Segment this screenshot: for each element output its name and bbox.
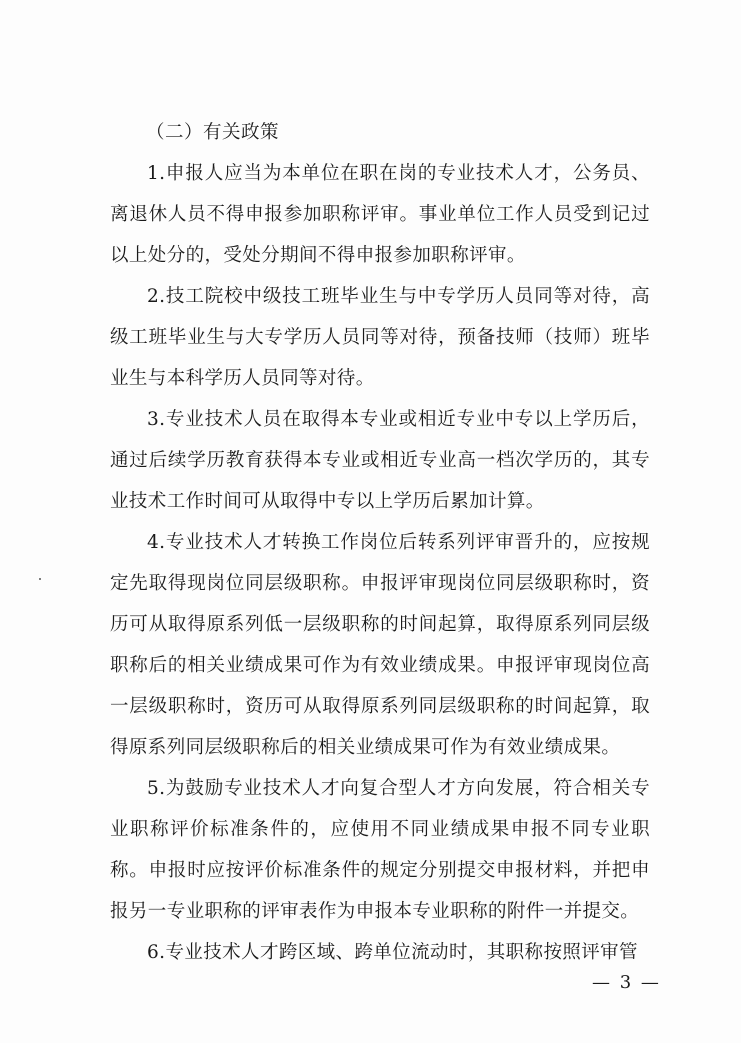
paragraph-4: 4.专业技术人才转换工作岗位后转系列评审晋升的，应按规定先取得现岗位同层级职称。申报评审现岗位同层级职称时，资历可从取得原系列低一层级职称的时间起算，取得原系列同层级职称后的相关业绩成果可作为有效业绩成果。申报评审现岗位高一层级职称时，资历可从取得原系列同层级职称的时间起算，取得原系列同层级职称后的相关业绩成果可作为有效业绩成果。 <box>110 532 650 758</box>
document-body <box>110 112 650 973</box>
page-number: — 3 — <box>592 972 661 993</box>
paragraph-6: 6.专业技术人才跨区域、跨单位流动时，其职称按照评审管 <box>147 942 638 963</box>
section-heading: （二）有关政策 <box>146 122 280 143</box>
paragraph-5: 5.为鼓励专业技术人才向复合型人才方向发展，符合相关专业职称评价标准条件的，应使用不同业绩成果申报不同专业职称。申报时应按评价标准条件的规定分别提交申报材料，并把申报另一专业职称的评审表作为申报本专业职称的附件一并提交。 <box>110 778 650 922</box>
scan-speck <box>39 578 41 580</box>
paragraph-1: 1.申报人应当为本单位在职在岗的专业技术人才，公务员、离退休人员不得申报参加职称评审。事业单位工作人员受到记过以上处分的，受处分期间不得申报参加职称评审。 <box>110 163 650 266</box>
paragraph-3: 3.专业技术人员在取得本专业或相近专业中专以上学历后，通过后续学历教育获得本专业或相近专业高一档次学历的，其专业技术工作时间可从取得中专以上学历后累加计算。 <box>110 409 650 512</box>
paragraph-2: 2.技工院校中级技工班毕业生与中专学历人员同等对待，高级工班毕业生与大专学历人员同等对待，预备技师（技师）班毕业生与本科学历人员同等对待。 <box>110 286 650 389</box>
